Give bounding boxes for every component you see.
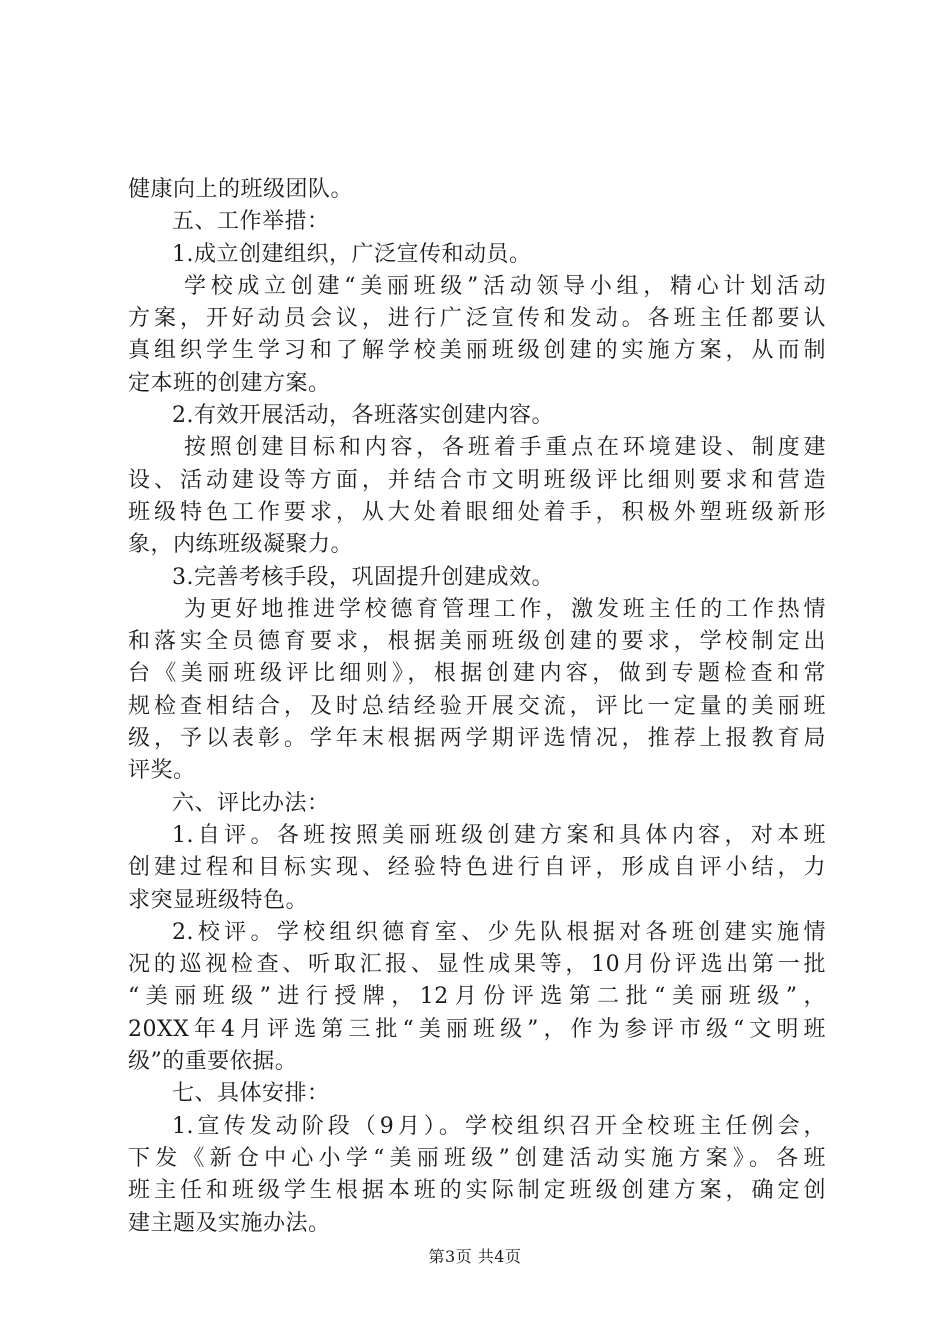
text-line: 创建过程和目标实现、经验特色进行自评，形成自评小结，力 [128,855,826,881]
text-line: 为更好地推进学校德育管理工作，激发班主任的工作热情 [184,596,826,622]
page-number-footer: 第3页 共4页 [428,1247,522,1266]
text-line: 级，予以表彰。学年末根据两学期评选情况，推荐上报教育局 [128,726,826,752]
text-line: 班级特色工作要求，从大处着眼细处着手，积极外塑班级新形 [128,499,826,525]
text-line: 级”的重要依据。 [128,1049,298,1075]
text-line: 象，内练班级凝聚力。 [128,532,354,558]
item-heading: 1.成立创建组织，广泛宣传和动员。 [172,241,532,267]
section-heading: 六、评比办法： [172,790,330,816]
text-line: 和落实全员德育要求，根据美丽班级创建的要求，学校制定出 [128,629,826,655]
text-line: 求突显班级特色。 [128,887,309,913]
text-line: 设、活动建设等方面，并结合市文明班级评比细则要求和营造 [128,467,826,493]
text-line: 真组织学生学习和了解学校美丽班级创建的实施方案，从而制 [128,338,826,364]
section-heading: 七、具体安排： [172,1081,330,1107]
item-heading: 2.有效开展活动，各班落实创建内容。 [172,403,554,429]
text-line: “美丽班级”进行授牌，12月份评选第二批“美丽班级”， [128,984,826,1010]
document-body [128,174,826,1240]
text-line: 按照创建目标和内容，各班着手重点在环境建设、制度建 [184,435,826,461]
item-heading: 3.完善考核手段，巩固提升创建成效。 [172,564,554,590]
section-heading: 五、工作举措： [172,209,330,235]
text-line: 健康向上的班级团队。 [128,177,354,202]
text-line: 20XX年4月评选第三批“美丽班级”，作为参评市级“文明班 [128,1016,826,1042]
text-line: 规检查相结合，及时总结经验开展交流，评比一定量的美丽班 [128,693,826,719]
text-line: 学校成立创建“美丽班级”活动领导小组，精心计划活动 [184,273,826,299]
text-line: 定本班的创建方案。 [128,370,331,396]
text-line: 台《美丽班级评比细则》，根据创建内容，做到专题检查和常 [128,661,826,687]
text-line: 2.校评。学校组织德育室、少先队根据对各班创建实施情 [172,919,826,945]
text-line: 建主题及实施办法。 [128,1210,331,1236]
text-line: 班主任和班级学生根据本班的实际制定班级创建方案，确定创 [128,1178,826,1204]
text-line: 1.宣传发动阶段（9月）。学校组织召开全校班主任例会， [172,1113,826,1139]
text-line: 评奖。 [128,758,196,784]
text-line: 1.自评。各班按照美丽班级创建方案和具体内容，对本班 [172,822,826,848]
text-line: 况的巡视检查、听取汇报、显性成果等，10月份评选出第一批 [128,952,826,978]
text-line: 方案，开好动员会议，进行广泛宣传和发动。各班主任都要认 [128,306,826,332]
text-line: 下发《新仓中心小学“美丽班级”创建活动实施方案》。各班 [128,1145,826,1171]
